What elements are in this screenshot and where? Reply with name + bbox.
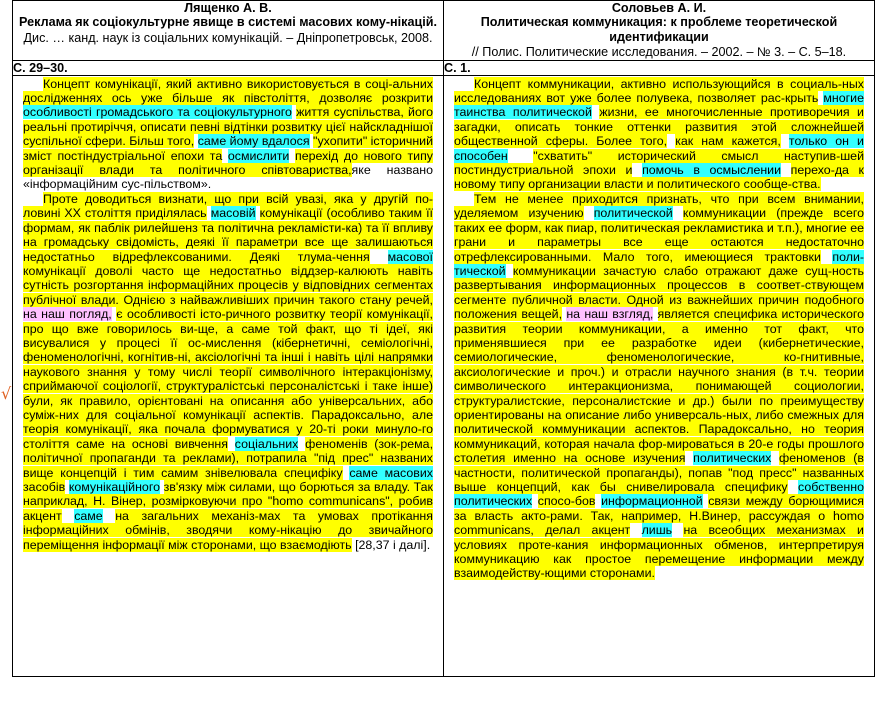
yellow-highlight: феноменов (в частности, политической пропаганды), попав "под пресс" названных выше концепций, как бы снивелировала специфику xyxy=(454,451,864,494)
plain-text xyxy=(653,307,657,321)
plain-text xyxy=(781,134,789,148)
cyan-highlight: информационной xyxy=(601,494,703,509)
right-paragraph-1 xyxy=(454,77,864,192)
plain-text xyxy=(781,163,791,177)
cyan-highlight: многие таинства политической xyxy=(454,91,864,120)
cyan-highlight: осмислити xyxy=(227,148,290,163)
yellow-highlight: коммуникации (прежде всего таких ее форм, как пиар, политическая рекламистика и т.п.), многие ее грани и параметры все еще остаются недостаточно отрефлексированными. Мало того, имеющиеся трактовки xyxy=(454,206,864,264)
pink-highlight: на наш взгляд, xyxy=(566,307,654,322)
plain-text xyxy=(673,206,683,220)
yellow-highlight: "схватить" исторический смысл наступив-шей постиндустриальной эпохи и xyxy=(454,148,864,178)
yellow-highlight: Концепт комунікації, який активно використовується в соці-альних дослідженнях ось уже більше як півстоліття, дозволяє розкрити xyxy=(23,76,433,106)
cyan-highlight: саме xyxy=(74,508,103,523)
plain-text xyxy=(228,437,235,451)
left-title: Реклама як соціокультурне явище в системі масових кому-нікацій. xyxy=(19,15,437,30)
plain-text xyxy=(630,523,641,537)
cyan-highlight: только он и способен xyxy=(454,134,864,163)
cyan-highlight: масовій xyxy=(210,206,256,221)
yellow-highlight: комунікації (особливо таким її формам, як паблік рилейшенз та політична рекламісти-ка) та її впливу на громадську свідомість, деякі її параметри все ще залишаються недостатньо відрефлексованими. Деякі тлума-чення xyxy=(23,206,433,264)
pink-highlight: на наш погляд, xyxy=(23,307,112,322)
text-row xyxy=(13,75,875,676)
comparison-table xyxy=(12,0,875,677)
plain-text xyxy=(508,149,534,163)
left-pages: С. 29–30. xyxy=(13,60,444,75)
yellow-highlight: коммуникации зачастую слабо отражают даже сущ-ность развертывания информационных процессов в соответ-ствующем сегменте публичной власти. Одной из важнейших причин подобного положения вещей, xyxy=(454,263,864,322)
plain-text xyxy=(788,480,798,494)
plain-text xyxy=(821,250,833,264)
right-text-cell xyxy=(444,75,875,676)
yellow-highlight: перехо-да к новому типу организации власти и политического сообще-ства. xyxy=(454,163,864,192)
plain-text xyxy=(685,451,693,465)
cyan-highlight: комунікаційного xyxy=(68,480,160,494)
right-source: // Полис. Политические исследования. – 2002. – № 3. – С. 5–18. xyxy=(471,45,847,60)
yellow-highlight: Проте доводиться визнати, що при всій увазі, яка у другій по-ловині ХХ століття приділялась xyxy=(23,191,433,221)
check-mark-annotation: √ xyxy=(1,384,12,403)
plain-text xyxy=(632,163,642,177)
yellow-highlight: как нам кажется, xyxy=(675,134,781,149)
right-paragraph-2 xyxy=(454,192,864,581)
yellow-highlight: засобів xyxy=(23,480,66,494)
left-body xyxy=(13,76,443,676)
left-text-cell xyxy=(13,75,444,676)
left-source: Дис. … канд. наук із соціальних комунікацій. – Дніпропетровськ, 2008. xyxy=(23,30,433,45)
yellow-highlight: Тем не менее приходится признать, что при всем внимании, уделяемом изучению xyxy=(454,191,864,221)
cyan-highlight: поли-тической xyxy=(454,249,864,278)
plain-text xyxy=(506,264,513,278)
plain-text xyxy=(771,451,779,465)
plain-text: [28,37 і далі]. xyxy=(351,537,431,552)
yellow-highlight: на всеобщих механизмах и условиях проте-кания информационных обменов, интерпретируя коммуникацию как простое перемещение информации между взаимодейству-ющими сторонами. xyxy=(454,523,864,581)
yellow-highlight: на загальних механіз-мах та умовах протікання інформаційних обмінів, зводячи кому-нікацію до звичайного переміщення інформації між сторонами, що взаємодіють xyxy=(23,508,433,552)
yellow-highlight: комунікації доволі часто ще недостатньо віддзер-калюють навіть сутність розгортання інформаційних процесів у відповідних сегментах публічної влади. Однією з найважливіших причин такого стану речей, xyxy=(23,263,433,307)
cyan-highlight: политической xyxy=(593,206,673,221)
plain-text xyxy=(532,494,538,508)
right-pages: С. 1. xyxy=(444,60,875,75)
plain-text xyxy=(103,509,116,523)
yellow-highlight: спосо-бов xyxy=(537,494,596,509)
plain-text xyxy=(370,250,388,264)
yellow-highlight: "ухопити" історичний зміст постіндустріальної епохи та xyxy=(23,134,434,163)
left-citation-cell xyxy=(13,1,444,61)
cyan-highlight: собственно политических xyxy=(454,480,864,509)
right-title: Политическая коммуникация: к проблеме теоретической идентификации xyxy=(480,15,838,44)
yellow-highlight: зв'язку між силами, що борються за владу. Так наприклад, Н. Вінер, розмірковуючи про "homo communicans", робив акцент xyxy=(23,480,433,523)
yellow-highlight: Концепт коммуникации, активно использующийся в социаль-ных исследованиях вот уже более полувека, позволяет рас-крыть xyxy=(454,76,864,106)
cyan-highlight: саме масових xyxy=(349,465,433,480)
cyan-highlight: саме йому вдалося xyxy=(197,134,310,149)
cyan-highlight: лишь xyxy=(641,523,673,538)
plain-text xyxy=(62,509,75,523)
plain-text xyxy=(584,206,594,220)
plain-text xyxy=(672,523,683,537)
left-paragraph-1 xyxy=(23,77,433,192)
pages-row xyxy=(13,60,875,75)
citation-header-row xyxy=(13,1,875,61)
cyan-highlight: политических xyxy=(693,451,772,466)
yellow-highlight: феноменів (зок-рема, політичної пропаганди та реклами), потрапила "під прес" названих вище концепцій і тим самим знівелювала специфіку xyxy=(23,436,434,480)
cyan-highlight: соціальних xyxy=(234,436,299,451)
plain-text: яке названо «інформаційним сус-пільством». xyxy=(23,163,433,192)
right-author: Соловьев А. И. xyxy=(611,1,707,15)
left-author: Лященко А. В. xyxy=(184,1,272,15)
yellow-highlight: є особливості істо-ричного розвитку теорії комунікації, про що вже говорилось ви-ще, а саме той факт, що ті ідеї, які висувалися у процесі її ос-мислення (кібернетичні, семіологічні, феноменологічні, когнітив-ні, аксіологічні та інші і навіть цілі напрямки наукового знання у тому числі теорії символічного інтеракціонізму, сприймаючої соціології, структуралістські персоналістські і таке інше) були, як правило, орієнтовані на описання або універсальних, або суміж-них для соціальної комунікації аспектів. Парадоксально, але теорія комунікації, яка почала формуватися у 20-ті роки минуло-го століття саме на основі вивчення xyxy=(23,307,433,451)
right-citation-cell xyxy=(444,1,875,61)
right-body xyxy=(444,76,874,676)
yellow-highlight: связи между борющимися за власть акто-рами. Так, например, Н.Винер, рассуждая о homo communicans, делал акцент xyxy=(454,494,864,538)
yellow-highlight: жизни, ее многочисленные противоречия и загадки, описать тонкие оттенки развития этой сложнейшей общественной сферы. Более того, xyxy=(454,105,864,149)
left-paragraph-2 xyxy=(23,192,433,552)
plain-text xyxy=(667,134,675,148)
yellow-highlight: является специфика исторического развития теории коммуникации, а именно тот факт, что применявшиеся при ее разработке идеи (кибернетические, семиологические, феноменологические, ко-гнитивные, аксиологические и проч.) и отрасли научного знания (в т.ч. теории символического интеракционизма, понимающей социологии, структуралистские, персоналистские и др.) были по преимуществу ориентированы на описание либо универсаль-ных, либо смежных для политической коммуникации аспектов. Парадоксально, но теория коммуникаций, которая начала фор-мироваться в 20-е годы прошлого столетия именно на основе изучения xyxy=(454,307,864,466)
cyan-highlight: масової xyxy=(387,249,433,264)
yellow-highlight: перехід до нового типу організації влади та політичного співтовариства, xyxy=(23,148,434,178)
cyan-highlight: особливості громадського та соціокультурного xyxy=(23,105,292,120)
cyan-highlight: помочь в осмыслении xyxy=(642,163,782,178)
yellow-highlight: життя суспільства, його реальні протиріччя, описати певні відтінки розвитку цієї найскладнішої суспільної сфери. Більш того, xyxy=(23,105,433,149)
